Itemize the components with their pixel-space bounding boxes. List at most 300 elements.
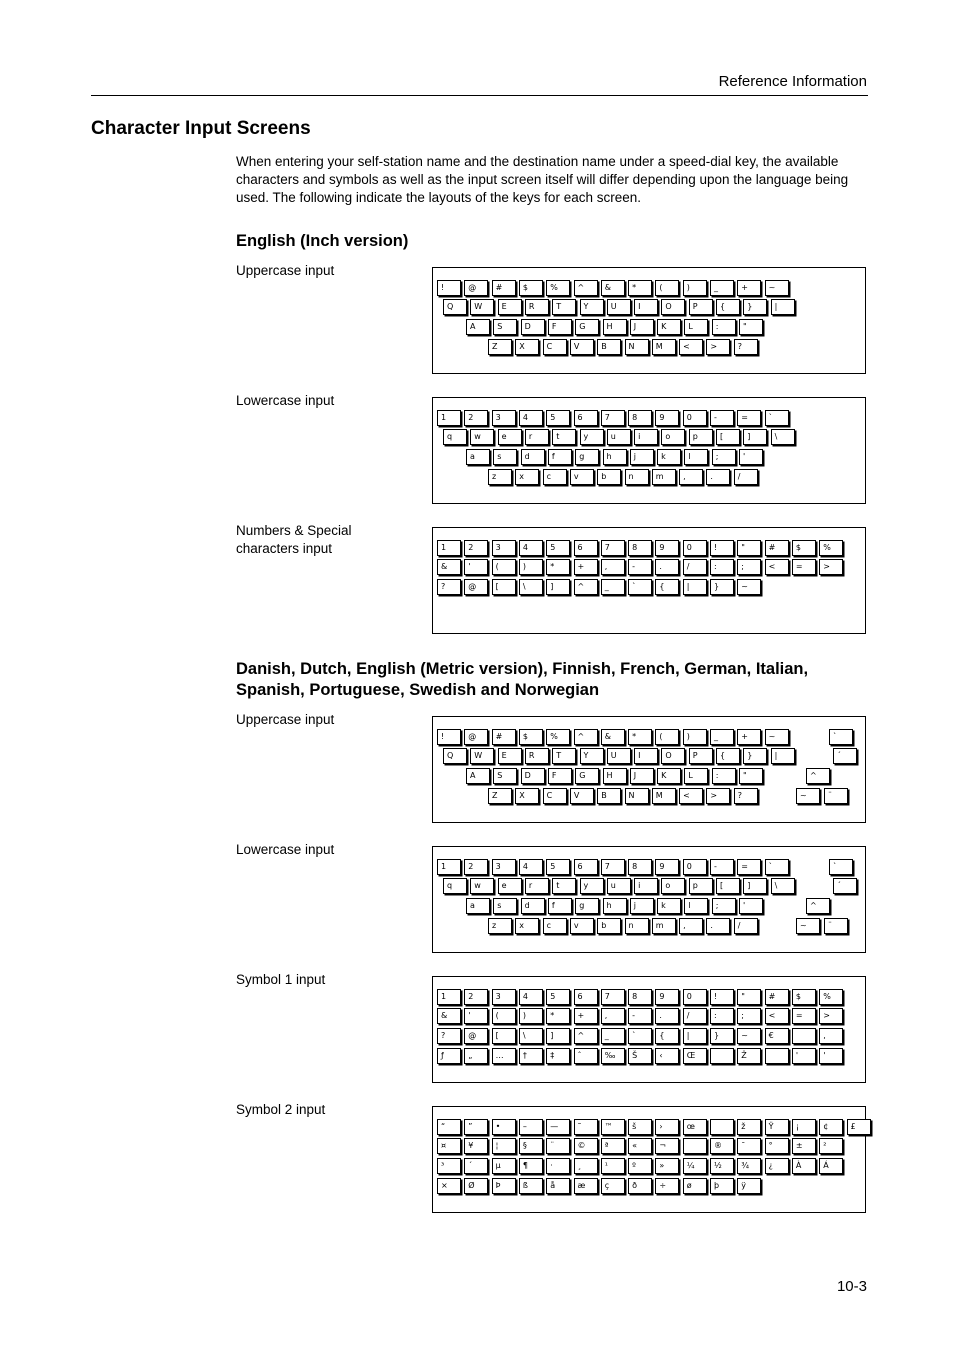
keyboard-key[interactable]: f (548, 898, 572, 914)
keyboard-key[interactable]: 3 (492, 859, 516, 875)
keyboard-key[interactable]: … (492, 1048, 516, 1064)
keyboard-key[interactable]: ( (655, 729, 679, 745)
keyboard-key[interactable]: ø (683, 1178, 707, 1194)
keyboard-key[interactable]: e (498, 429, 522, 445)
keyboard-key[interactable]: : (712, 319, 736, 335)
keyboard-key[interactable]: 0 (683, 989, 707, 1005)
keyboard-key[interactable]: K (657, 319, 681, 335)
keyboard-key[interactable]: y (580, 429, 604, 445)
keyboard-key[interactable]: O (661, 748, 685, 764)
keyboard-key[interactable]: « (628, 1138, 652, 1154)
keyboard-key[interactable]: + (574, 559, 598, 575)
keyboard-key[interactable]: 6 (574, 410, 598, 426)
keyboard-key[interactable]: 7 (601, 859, 625, 875)
keyboard-key[interactable]: ¼ (683, 1158, 707, 1174)
keyboard-key[interactable]: ; (737, 559, 761, 575)
keyboard-key[interactable]: § (519, 1138, 543, 1154)
keyboard-key[interactable]: ¡ (792, 1119, 816, 1135)
keyboard-key[interactable]: < (679, 788, 703, 804)
keyboard-key[interactable]: & (601, 280, 625, 296)
keyboard-key[interactable]: ; (737, 1008, 761, 1024)
keyboard-key[interactable]: < (765, 1008, 789, 1024)
keyboard-key[interactable]: \ (771, 429, 795, 445)
keyboard-key[interactable]: | (771, 748, 795, 764)
keyboard-key[interactable]: œ (683, 1119, 707, 1135)
keyboard-key[interactable]: , (679, 469, 703, 485)
keyboard-key[interactable]: - (628, 559, 652, 575)
keyboard-key[interactable]: B (597, 788, 621, 804)
keyboard-key[interactable]: • (492, 1119, 516, 1135)
keyboard-key[interactable]: ^ (806, 768, 830, 784)
keyboard-key[interactable]: ' (792, 1048, 816, 1064)
keyboard-key[interactable]: ? (437, 1028, 461, 1044)
keyboard-key[interactable]: – (519, 1119, 543, 1135)
keyboard-key[interactable]: j (630, 449, 654, 465)
keyboard-key[interactable]: D (521, 319, 545, 335)
keyboard-key[interactable]: . (706, 469, 730, 485)
keyboard-key[interactable]: 2 (464, 540, 488, 556)
keyboard-key[interactable]: × (437, 1178, 461, 1194)
keyboard-key[interactable]: f (548, 449, 572, 465)
keyboard-key[interactable]: & (601, 729, 625, 745)
keyboard-key[interactable]: { (655, 1028, 679, 1044)
keyboard-key[interactable]: ¹ (601, 1158, 625, 1174)
keyboard-key[interactable]: À (792, 1158, 816, 1174)
keyboard-key[interactable]: + (737, 280, 761, 296)
keyboard-key[interactable]: Ÿ (765, 1119, 789, 1135)
keyboard-key[interactable]: \ (519, 1028, 543, 1044)
keyboard-key[interactable]: Š (628, 1048, 652, 1064)
keyboard-key[interactable]: u (607, 878, 631, 894)
keyboard-key[interactable]: : (710, 1008, 734, 1024)
keyboard-key[interactable]: _ (710, 729, 734, 745)
keyboard-key[interactable]: # (765, 989, 789, 1005)
keyboard-key[interactable]: " (739, 319, 763, 335)
keyboard-key[interactable]: X (515, 788, 539, 804)
keyboard-key[interactable]: ° (765, 1138, 789, 1154)
keyboard-key[interactable]: = (737, 410, 761, 426)
keyboard-key[interactable]: { (716, 748, 740, 764)
keyboard-key[interactable]: H (603, 319, 627, 335)
keyboard-key[interactable]: 3 (492, 989, 516, 1005)
keyboard-key[interactable]: ' (739, 898, 763, 914)
keyboard-key[interactable]: ; (712, 449, 736, 465)
keyboard-key[interactable]: t (552, 429, 576, 445)
keyboard-key[interactable]: 1 (437, 859, 461, 875)
keyboard-key[interactable]: ´ (833, 748, 857, 764)
keyboard-key[interactable]: } (710, 579, 734, 595)
keyboard-key[interactable]: " (737, 540, 761, 556)
keyboard-key[interactable]: ¤ (437, 1138, 461, 1154)
keyboard-key[interactable] (710, 1048, 734, 1064)
keyboard-key[interactable]: J (630, 319, 654, 335)
keyboard-key[interactable]: M (652, 339, 676, 355)
keyboard-key[interactable]: ± (792, 1138, 816, 1154)
keyboard-key[interactable]: d (521, 449, 545, 465)
keyboard-key[interactable]: ´ (464, 1158, 488, 1174)
keyboard-key[interactable]: G (575, 768, 599, 784)
keyboard-key[interactable]: ? (437, 579, 461, 595)
keyboard-key[interactable]: | (771, 299, 795, 315)
keyboard-key[interactable]: : (712, 768, 736, 784)
keyboard-key[interactable]: V (570, 339, 594, 355)
keyboard-key[interactable]: = (737, 859, 761, 875)
keyboard-key[interactable]: ` (628, 579, 652, 595)
keyboard-key[interactable]: q (443, 429, 467, 445)
keyboard-key[interactable]: 8 (628, 989, 652, 1005)
keyboard-key[interactable]: 2 (464, 410, 488, 426)
keyboard-key[interactable]: } (710, 1028, 734, 1044)
keyboard-key[interactable]: l (684, 898, 708, 914)
keyboard-key[interactable]: + (574, 1008, 598, 1024)
keyboard-key[interactable]: i (634, 878, 658, 894)
keyboard-key[interactable]: / (734, 918, 758, 934)
keyboard-key[interactable]: ! (710, 540, 734, 556)
keyboard-key[interactable]: " (737, 989, 761, 1005)
keyboard-key[interactable]: M (652, 788, 676, 804)
keyboard-key[interactable]: z (488, 469, 512, 485)
keyboard-key[interactable]: , (819, 1028, 843, 1044)
keyboard-key[interactable]: ! (710, 989, 734, 1005)
keyboard-key[interactable] (710, 1119, 734, 1135)
keyboard-key[interactable]: € (765, 1028, 789, 1044)
keyboard-key[interactable]: _ (710, 280, 734, 296)
keyboard-key[interactable]: } (743, 299, 767, 315)
keyboard-key[interactable]: s (493, 449, 517, 465)
keyboard-key[interactable]: U (607, 299, 631, 315)
keyboard-key[interactable]: ¥ (464, 1138, 488, 1154)
keyboard-key[interactable]: ® (710, 1138, 734, 1154)
keyboard-key[interactable] (683, 1138, 707, 1154)
keyboard-key[interactable]: < (765, 559, 789, 575)
keyboard-key[interactable]: & (437, 559, 461, 575)
keyboard-key[interactable]: ¬ (655, 1138, 679, 1154)
keyboard-key[interactable]: > (706, 788, 730, 804)
keyboard-key[interactable]: ` (628, 1028, 652, 1044)
keyboard-key[interactable]: ¸ (574, 1158, 598, 1174)
keyboard-key[interactable]: [ (492, 1028, 516, 1044)
keyboard-key[interactable]: Q (443, 748, 467, 764)
keyboard-key[interactable]: „ (464, 1048, 488, 1064)
keyboard-key[interactable]: ™ (601, 1119, 625, 1135)
keyboard-key[interactable]: ` (765, 859, 789, 875)
keyboard-key[interactable]: , (601, 559, 625, 575)
keyboard-key[interactable]: ! (437, 280, 461, 296)
keyboard-key[interactable]: A (466, 319, 490, 335)
keyboard-key[interactable]: ß (519, 1178, 543, 1194)
keyboard-key[interactable]: $ (792, 540, 816, 556)
keyboard-key[interactable]: ) (683, 280, 707, 296)
keyboard-key[interactable]: / (683, 1008, 707, 1024)
keyboard-key[interactable]: 7 (601, 989, 625, 1005)
keyboard-key[interactable]: d (521, 898, 545, 914)
keyboard-key[interactable]: 4 (519, 989, 543, 1005)
keyboard-key[interactable]: S (493, 319, 517, 335)
keyboard-key[interactable]: 1 (437, 989, 461, 1005)
keyboard-key[interactable]: ˆ (574, 1048, 598, 1064)
keyboard-key[interactable]: T (552, 299, 576, 315)
keyboard-key[interactable]: I (634, 299, 658, 315)
keyboard-key[interactable]: Þ (492, 1178, 516, 1194)
keyboard-key[interactable]: ~ (796, 788, 820, 804)
keyboard-key[interactable]: ª (601, 1138, 625, 1154)
keyboard-key[interactable]: A (466, 768, 490, 784)
keyboard-key[interactable]: - (710, 410, 734, 426)
keyboard-key[interactable]: w (470, 429, 494, 445)
keyboard-key[interactable]: ] (546, 579, 570, 595)
keyboard-key[interactable]: ] (546, 1028, 570, 1044)
keyboard-key[interactable] (792, 1028, 816, 1044)
keyboard-key[interactable]: W (470, 748, 494, 764)
keyboard-key[interactable]: 0 (683, 859, 707, 875)
keyboard-key[interactable]: 6 (574, 989, 598, 1005)
keyboard-key[interactable]: > (819, 559, 843, 575)
keyboard-key[interactable]: ÷ (655, 1178, 679, 1194)
keyboard-key[interactable]: Z (488, 788, 512, 804)
keyboard-key[interactable]: ž (737, 1119, 761, 1135)
keyboard-key[interactable]: ¾ (737, 1158, 761, 1174)
keyboard-key[interactable]: * (546, 559, 570, 575)
keyboard-key[interactable]: B (597, 339, 621, 355)
keyboard-key[interactable]: ˜ (574, 1119, 598, 1135)
keyboard-key[interactable]: † (519, 1048, 543, 1064)
keyboard-key[interactable]: 9 (655, 859, 679, 875)
keyboard-key[interactable]: p (689, 878, 713, 894)
keyboard-key[interactable]: . (706, 918, 730, 934)
keyboard-key[interactable]: } (743, 748, 767, 764)
keyboard-key[interactable]: ) (519, 1008, 543, 1024)
keyboard-key[interactable]: Z (488, 339, 512, 355)
keyboard-key[interactable]: x (515, 469, 539, 485)
keyboard-key[interactable]: Ž (737, 1048, 761, 1064)
keyboard-key[interactable]: k (657, 898, 681, 914)
keyboard-key[interactable]: E (498, 299, 522, 315)
keyboard-key[interactable]: ; (712, 898, 736, 914)
keyboard-key[interactable]: ? (734, 788, 758, 804)
keyboard-key[interactable]: k (657, 449, 681, 465)
keyboard-key[interactable]: t (552, 878, 576, 894)
keyboard-key[interactable]: 6 (574, 540, 598, 556)
keyboard-key[interactable]: 8 (628, 859, 652, 875)
keyboard-key[interactable]: [ (716, 878, 740, 894)
keyboard-key[interactable]: ~ (737, 579, 761, 595)
keyboard-key[interactable]: º (628, 1158, 652, 1174)
keyboard-key[interactable]: 4 (519, 410, 543, 426)
keyboard-key[interactable]: . (655, 1008, 679, 1024)
keyboard-key[interactable]: v (570, 918, 594, 934)
keyboard-key[interactable]: 7 (601, 410, 625, 426)
keyboard-key[interactable]: % (546, 280, 570, 296)
keyboard-key[interactable]: $ (792, 989, 816, 1005)
keyboard-key[interactable]: ~ (765, 729, 789, 745)
keyboard-key[interactable]: 0 (683, 540, 707, 556)
keyboard-key[interactable]: K (657, 768, 681, 784)
keyboard-key[interactable]: ‹ (655, 1048, 679, 1064)
keyboard-key[interactable]: Y (580, 748, 604, 764)
keyboard-key[interactable]: þ (710, 1178, 734, 1194)
keyboard-key[interactable]: ( (492, 1008, 516, 1024)
keyboard-key[interactable]: 4 (519, 859, 543, 875)
keyboard-key[interactable]: ¢ (819, 1119, 843, 1135)
keyboard-key[interactable]: r (525, 878, 549, 894)
keyboard-key[interactable]: s (493, 898, 517, 914)
keyboard-key[interactable]: Y (580, 299, 604, 315)
keyboard-key[interactable]: ^ (574, 729, 598, 745)
keyboard-key[interactable]: C (543, 788, 567, 804)
keyboard-key[interactable]: . (655, 559, 679, 575)
keyboard-key[interactable]: 7 (601, 540, 625, 556)
keyboard-key[interactable]: = (792, 1008, 816, 1024)
keyboard-key[interactable]: i (634, 429, 658, 445)
keyboard-key[interactable]: U (607, 748, 631, 764)
keyboard-key[interactable]: % (819, 989, 843, 1005)
keyboard-key[interactable]: 4 (519, 540, 543, 556)
keyboard-key[interactable]: [ (492, 579, 516, 595)
keyboard-key[interactable]: ¨ (546, 1138, 570, 1154)
keyboard-key[interactable]: - (710, 859, 734, 875)
keyboard-key[interactable]: + (737, 729, 761, 745)
keyboard-key[interactable]: @ (464, 280, 488, 296)
keyboard-key[interactable]: > (819, 1008, 843, 1024)
keyboard-key[interactable]: ' (464, 1008, 488, 1024)
keyboard-key[interactable]: Q (443, 299, 467, 315)
keyboard-key[interactable]: = (792, 559, 816, 575)
keyboard-key[interactable]: ` (829, 729, 853, 745)
keyboard-key[interactable]: J (630, 768, 654, 784)
keyboard-key[interactable]: · (546, 1158, 570, 1174)
keyboard-key[interactable]: ‡ (546, 1048, 570, 1064)
keyboard-key[interactable]: — (546, 1119, 570, 1135)
keyboard-key[interactable]: ( (492, 559, 516, 575)
keyboard-key[interactable]: X (515, 339, 539, 355)
keyboard-key[interactable]: ( (655, 280, 679, 296)
keyboard-key[interactable]: ` (829, 859, 853, 875)
keyboard-key[interactable]: n (625, 918, 649, 934)
keyboard-key[interactable]: l (684, 449, 708, 465)
keyboard-key[interactable]: : (710, 559, 734, 575)
keyboard-key[interactable]: ¯ (737, 1138, 761, 1154)
keyboard-key[interactable]: ¿ (765, 1158, 789, 1174)
keyboard-key[interactable]: ] (743, 878, 767, 894)
keyboard-key[interactable]: I (634, 748, 658, 764)
keyboard-key[interactable]: 1 (437, 410, 461, 426)
keyboard-key[interactable]: R (525, 299, 549, 315)
keyboard-key[interactable]: 8 (628, 410, 652, 426)
keyboard-key[interactable]: n (625, 469, 649, 485)
keyboard-key[interactable]: ' (464, 559, 488, 575)
keyboard-key[interactable]: [ (716, 429, 740, 445)
keyboard-key[interactable]: 5 (546, 540, 570, 556)
keyboard-key[interactable]: ¨ (824, 788, 848, 804)
keyboard-key[interactable]: \ (771, 878, 795, 894)
keyboard-key[interactable]: ÿ (737, 1178, 761, 1194)
keyboard-key[interactable]: N (625, 339, 649, 355)
keyboard-key[interactable]: ” (464, 1119, 488, 1135)
keyboard-key[interactable]: 8 (628, 540, 652, 556)
keyboard-key[interactable]: 3 (492, 540, 516, 556)
keyboard-key[interactable]: 9 (655, 410, 679, 426)
keyboard-key[interactable]: | (683, 1028, 707, 1044)
keyboard-key[interactable]: < (679, 339, 703, 355)
keyboard-key[interactable]: W (470, 299, 494, 315)
keyboard-key[interactable]: O (661, 299, 685, 315)
keyboard-key[interactable]: ³ (437, 1158, 461, 1174)
keyboard-key[interactable]: | (683, 579, 707, 595)
keyboard-key[interactable]: Ø (464, 1178, 488, 1194)
keyboard-key[interactable]: ½ (710, 1158, 734, 1174)
keyboard-key[interactable]: h (603, 449, 627, 465)
keyboard-key[interactable]: ¶ (519, 1158, 543, 1174)
keyboard-key[interactable]: { (655, 579, 679, 595)
keyboard-key[interactable]: Á (819, 1158, 843, 1174)
keyboard-key[interactable]: / (734, 469, 758, 485)
keyboard-key[interactable]: › (655, 1119, 679, 1135)
keyboard-key[interactable]: $ (519, 729, 543, 745)
keyboard-key[interactable]: @ (464, 729, 488, 745)
keyboard-key[interactable]: 5 (546, 859, 570, 875)
keyboard-key[interactable]: P (689, 748, 713, 764)
keyboard-key[interactable]: * (546, 1008, 570, 1024)
keyboard-key[interactable]: F (548, 768, 572, 784)
keyboard-key[interactable]: 9 (655, 989, 679, 1005)
keyboard-key[interactable]: G (575, 319, 599, 335)
keyboard-key[interactable]: x (515, 918, 539, 934)
keyboard-key[interactable]: m (652, 469, 676, 485)
keyboard-key[interactable]: ^ (574, 579, 598, 595)
keyboard-key[interactable]: # (765, 540, 789, 556)
keyboard-key[interactable]: ~ (765, 280, 789, 296)
keyboard-key[interactable]: % (546, 729, 570, 745)
keyboard-key[interactable]: æ (574, 1178, 598, 1194)
keyboard-key[interactable]: b (597, 469, 621, 485)
keyboard-key[interactable]: E (498, 748, 522, 764)
keyboard-key[interactable]: ? (734, 339, 758, 355)
keyboard-key[interactable]: # (492, 280, 516, 296)
keyboard-key[interactable]: L (684, 768, 708, 784)
keyboard-key[interactable]: » (655, 1158, 679, 1174)
keyboard-key[interactable]: C (543, 339, 567, 355)
keyboard-key[interactable]: ç (601, 1178, 625, 1194)
keyboard-key[interactable]: o (661, 429, 685, 445)
keyboard-key[interactable]: ] (743, 429, 767, 445)
keyboard-key[interactable]: ! (437, 729, 461, 745)
keyboard-key[interactable]: ^ (574, 280, 598, 296)
keyboard-key[interactable]: * (628, 280, 652, 296)
keyboard-key[interactable]: a (466, 449, 490, 465)
keyboard-key[interactable]: ¨ (824, 918, 848, 934)
keyboard-key[interactable]: 9 (655, 540, 679, 556)
keyboard-key[interactable]: _ (601, 579, 625, 595)
keyboard-key[interactable]: T (552, 748, 576, 764)
keyboard-key[interactable]: Œ (683, 1048, 707, 1064)
keyboard-key[interactable]: r (525, 429, 549, 445)
keyboard-key[interactable]: ² (819, 1138, 843, 1154)
keyboard-key[interactable]: " (739, 768, 763, 784)
keyboard-key[interactable]: ^ (574, 1028, 598, 1044)
keyboard-key[interactable]: ) (683, 729, 707, 745)
keyboard-key[interactable]: o (661, 878, 685, 894)
keyboard-key[interactable]: g (575, 898, 599, 914)
keyboard-key[interactable]: “ (437, 1119, 461, 1135)
keyboard-key[interactable]: e (498, 878, 522, 894)
keyboard-key[interactable]: 2 (464, 989, 488, 1005)
keyboard-key[interactable]: ' (739, 449, 763, 465)
keyboard-key[interactable]: / (683, 559, 707, 575)
keyboard-key[interactable]: R (525, 748, 549, 764)
keyboard-key[interactable]: µ (492, 1158, 516, 1174)
keyboard-key[interactable]: { (716, 299, 740, 315)
keyboard-key[interactable]: v (570, 469, 594, 485)
